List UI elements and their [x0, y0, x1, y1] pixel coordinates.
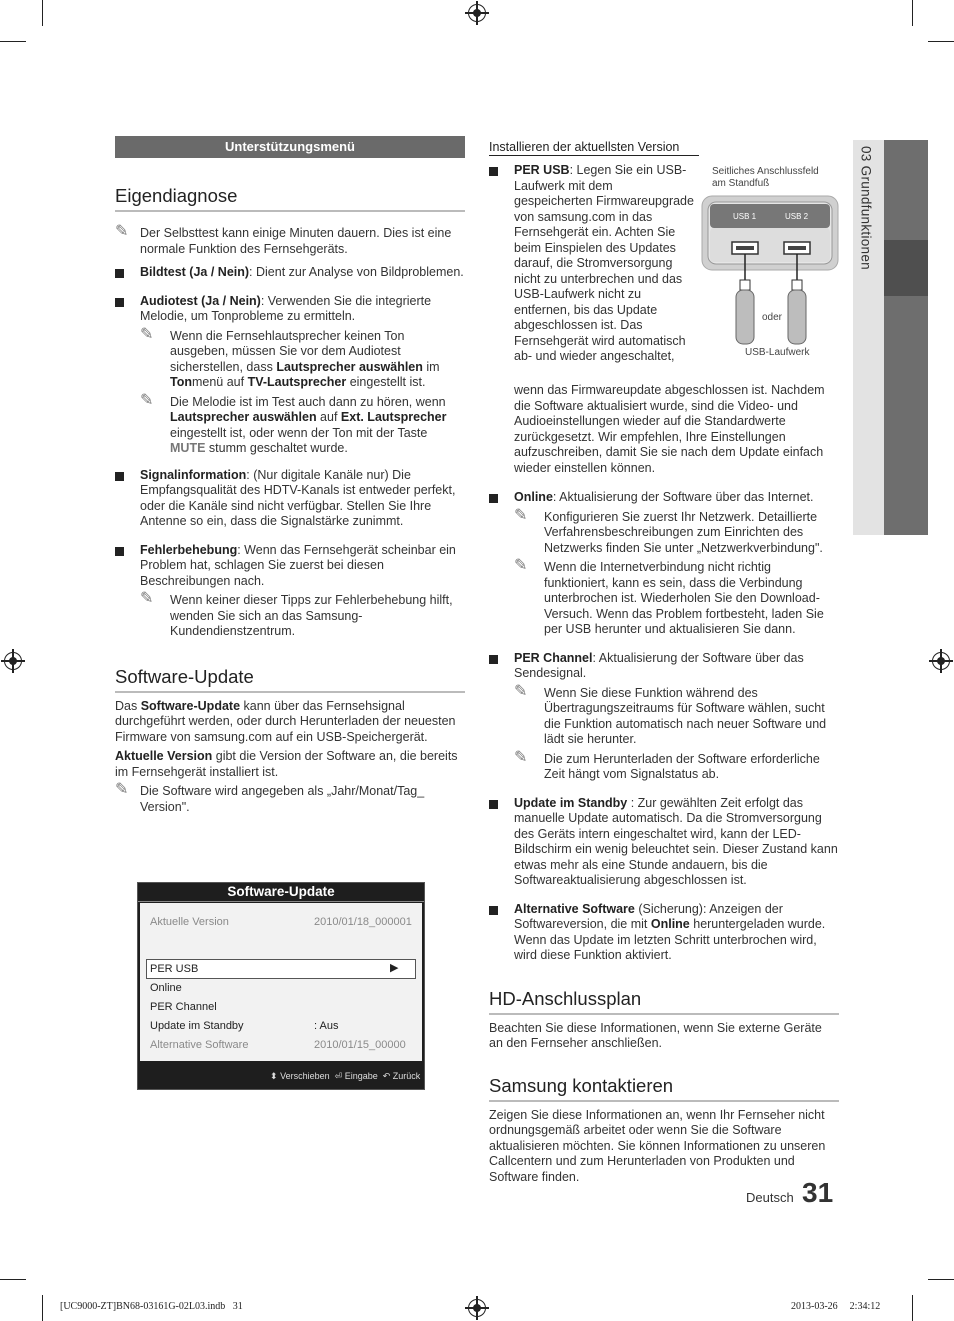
note: ✎ Konfigurieren Sie zuerst Ihr Netzwerk. Detaillierte Verfahrensbeschreibungen zum Einrichten des Netzwerks finden Sie unter „Netzwerkverbindung".: [514, 506, 823, 555]
usb-figure: [700, 194, 840, 364]
crop-mark: [928, 1279, 954, 1280]
paragraph: Beachten Sie diese Informationen, wenn Sie externe Geräte an den Fernseher anschließen.: [489, 1020, 822, 1050]
crop-mark: [928, 41, 954, 42]
registration-mark-icon: [4, 652, 22, 670]
figure-label-oder: oder: [762, 312, 783, 323]
bullet-icon: [115, 547, 124, 556]
section-heading-hd: HD-Anschlussplan: [489, 987, 839, 1015]
menu-bar: Unterstützungsmenü: [115, 136, 465, 158]
pencil-icon: ✎: [514, 682, 528, 700]
paragraph: Das Software-Update kann über das Fernsehsignal durchgeführt werden, oder durch Herunterladen der neuesten Firmware von samsung.com auf ein USB-Speichergerät.: [115, 698, 456, 744]
note: ✎ Wenn keiner dieser Tipps zur Fehlerbehebung hilft, wenden Sie sich an das Samsung-Kundendienstzentrum.: [140, 590, 453, 638]
crop-mark: [912, 0, 913, 26]
side-tab-active: [884, 240, 928, 296]
port-label-usb2: USB 2: [785, 212, 809, 221]
registration-mark-icon: [468, 4, 486, 22]
bullet-icon: [115, 269, 124, 278]
crop-mark: [912, 1295, 913, 1321]
pencil-icon: ✎: [115, 223, 129, 240]
bullet-icon: [115, 472, 124, 481]
enter-icon: ⏎: [334, 1071, 343, 1081]
note: ✎ Die zum Herunterladen der Software erforderliche Zeit hängt vom Signalstatus ab.: [514, 748, 820, 781]
osd-title: Software-Update: [138, 883, 424, 902]
software-update-osd: [137, 882, 425, 1090]
list-item: Fehlerbehebung: Wenn das Fernsehgerät scheinbar ein Problem hat, schlagen Sie zuerst bei diesen Beschreibungen nach. ✎ Wenn keiner dieser Tipps zur Fehlerbehebung hilft, wenden Sie sich an das Samsung-Kundendienstzentrum.: [115, 543, 465, 640]
menu-item-alternative-software[interactable]: Alternative Software: [150, 1039, 249, 1051]
menu-item-online[interactable]: Online: [150, 982, 182, 994]
side-tab-band: [884, 296, 928, 535]
crop-mark: [0, 1279, 26, 1280]
menu-label-per-usb: PER USB: [150, 963, 199, 975]
pencil-icon: ✎: [140, 590, 154, 607]
note: ✎ Wenn die Fernsehlautsprecher keinen Ton ausgeben, müssen Sie vor dem Audiotest sicherstellen, dass Lautsprecher auswählen im Tonmenü auf TV-Lautsprecher eingestellt ist.: [140, 325, 440, 389]
section-heading-kontakt: Samsung kontaktieren: [489, 1074, 839, 1102]
pencil-icon: ✎: [514, 506, 528, 524]
list-item: Bildtest (Ja / Nein): Dient zur Analyse von Bildproblemen.: [115, 265, 465, 281]
chevron-right-icon: ▶: [390, 962, 399, 974]
paragraph: Aktuelle Version gibt die Version der Software an, die bereits im Fernsehgerät installiert ist.: [115, 749, 458, 779]
pencil-icon: ✎: [514, 557, 528, 574]
list-item: PER Channel: Aktualisierung der Software über das Sendesignal. ✎ Wenn Sie diese Funktion während des Übertragungszeitraums für Software wählen, sucht die Funktion automatisch nach neuer Software und lädt sie herunter. ✎ Die zum Herunterladen der Software erforderliche Zeit hängt vom Signalstatus ab.: [489, 651, 839, 783]
right-column: [489, 383, 839, 1189]
port-label-usb1: USB 1: [733, 212, 757, 221]
menu-item-update-standby[interactable]: Update im Standby: [150, 1020, 244, 1032]
bullet-icon: [489, 167, 498, 176]
current-version-label: Aktuelle Version: [150, 916, 229, 928]
side-tab-band: [884, 140, 928, 240]
print-info-right: 2013-03-26 2:34:12: [791, 1301, 881, 1312]
note: ✎ Der Selbsttest kann einige Minuten dauern. Dies ist eine normale Funktion des Fernsehgeräts.: [115, 223, 452, 256]
print-info-left: [UC9000-ZT]BN68-03161G-02L03.indb 31: [60, 1301, 243, 1312]
figure-label-usb-drive: USB-Laufwerk: [745, 347, 810, 358]
paragraph: Zeigen Sie diese Informationen an, wenn Ihr Fernseher nicht ordnungsgemäß arbeitet oder wenn Sie die Software aktualisieren möchten. Sie können Informationen zu unseren Callcentern und zum Herunterladen von Produkten und Software finden.: [489, 1107, 826, 1184]
install-heading: Installieren der aktuellsten Version: [489, 139, 699, 156]
list-item: Signalinformation: (Nur digitale Kanäle nur) Die Empfangsqualität des HDTV-Kanals ist entweder perfekt, oder die Kanäle sind nicht verfügbar. Stellen Sie Ihre Antenne so ein, dass die Signalstärke zunimmt.: [115, 468, 465, 530]
footer-language: Deutsch: [746, 1190, 794, 1205]
right-column-top: [489, 163, 694, 365]
bullet-icon: [489, 906, 498, 915]
note: ✎ Die Melodie ist im Test auch dann zu hören, wenn Lautsprecher auswählen auf Ext. Lautsprecher eingestellt ist, oder wenn der Ton mit der Taste MUTE stumm geschaltet wurde.: [140, 391, 447, 455]
crop-mark: [42, 1295, 43, 1321]
osd-panel-top: [140, 903, 422, 949]
pencil-icon: ✎: [514, 748, 528, 766]
chapter-label: 03 Grundfunktionen: [858, 146, 874, 270]
list-item-continued: wenn das Firmwareupdate abgeschlossen ist. Nachdem die Software aktualisiert wurde, sind die Video- und Audioeinstellungen wieder auf die Standardwerte zurückgesetzt. Wir empfehlen, Ihre Einstellungen aufzuschreiben, damit Sie sie nach dem Update einfach wieder einstellen können.: [514, 383, 825, 475]
alternative-value: 2010/01/15_00000: [314, 1039, 406, 1051]
pencil-icon: ✎: [115, 781, 129, 798]
pencil-icon: ✎: [140, 391, 154, 409]
menu-item-per-channel[interactable]: PER Channel: [150, 1001, 217, 1013]
bullet-icon: [489, 800, 498, 809]
osd-panel-menu: [140, 949, 422, 1061]
crop-mark: [0, 41, 26, 42]
list-item: Online: Aktualisierung der Software über das Internet. ✎ Konfigurieren Sie zuerst Ihr Netzwerk. Detaillierte Verfahrensbeschreibungen zum Einrichten des Netzwerks finden Sie unter „Netzwerkverbindung". ✎ Wenn die Internetverbindung nicht richtig funktioniert, kann es sein, dass die Verbindung unterbrochen ist. Wiederholen Sie den Download-Versuch. Wenn das Problem fortbesteht, laden Sie per USB herunter und aktualisieren Sie dann.: [489, 490, 839, 638]
section-heading-software-update: Software-Update: [115, 665, 465, 693]
note: ✎ Wenn die Internetverbindung nicht richtig funktioniert, kann es sein, dass die Verbindung unterbrochen ist. Wiederholen Sie den Download-Versuch. Wenn das Problem fortbesteht, laden Sie per USB herunter und aktualisieren Sie dann.: [514, 557, 824, 636]
bullet-icon: [489, 494, 498, 503]
figure-caption: Seitliches Anschlussfeld am Standfuß: [712, 166, 819, 189]
osd-footer: ⬍ Verschieben ⏎ Eingabe ↶ Zurück: [270, 1071, 421, 1081]
note: ✎ Die Software wird angegeben als „Jahr/Monat/Tag_ Version".: [115, 781, 425, 814]
standby-value: : Aus: [314, 1020, 339, 1032]
current-version-value: 2010/01/18_000001: [314, 916, 412, 928]
section-heading-eigendiagnose: Eigendiagnose: [115, 184, 465, 212]
pencil-icon: ✎: [140, 325, 154, 343]
bullet-icon: [489, 655, 498, 664]
registration-mark-icon: [468, 1299, 486, 1317]
note: ✎ Wenn Sie diese Funktion während des Übertragungszeitraums für Software wählen, sucht die Funktion automatisch nach neuer Software und lädt sie herunter.: [514, 682, 827, 746]
list-item: PER USB: Legen Sie ein USB-Laufwerk mit dem gespeicherten Firmwareupgrade von samsung.com in das Fernsehgerät ein. Achten Sie beim Einspielen des Updates darauf, die Stromversorgung nicht zu unterbrechen und das USB-Laufwerk nicht zu entfernen, bis das Update abgeschlossen ist. Das Fernsehgerät wird automatisch ab- und wieder angeschaltet,: [489, 163, 694, 365]
list-item: Alternative Software (Sicherung): Anzeigen der Softwareversion, die mit Online heruntergeladen wurde. Wenn das Update im letzten Schritt unterbrochen wird, wird diese Funktion aktiviert.: [489, 902, 839, 964]
crop-mark: [42, 0, 43, 26]
registration-mark-icon: [932, 652, 950, 670]
bullet-icon: [115, 298, 124, 307]
updown-icon: ⬍: [270, 1071, 278, 1081]
list-item: Update im Standby : Zur gewählten Zeit erfolgt das manuelle Update automatisch. Da die Stromversorgung des Geräts intern eingeschaltet wird, kann der LED-Bildschirm ein wenig beleuchtet sein. Dieser Zustand kann etwas mehr als eine Stunde andauern, bis die Softwareaktualisierung abgeschlossen ist.: [489, 796, 839, 889]
left-column: [115, 136, 465, 819]
page-number: 31: [802, 1177, 834, 1208]
return-icon: ↶: [382, 1071, 391, 1081]
list-item: Audiotest (Ja / Nein): Verwenden Sie die integrierte Melodie, um Tonprobleme zu ermitteln. ✎ Wenn die Fernsehlautsprecher keinen Ton ausgeben, müssen Sie vor dem Audiotest sicherstellen, dass Lautsprecher auswählen im Tonmenü auf TV-Lautsprecher eingestellt ist. ✎ Die Melodie ist im Test auch dann zu hören, wenn Lautsprecher auswählen auf Ext. Lautsprecher eingestellt ist, oder wenn der Ton mit der Taste MUTE stumm geschaltet wurde.: [115, 294, 465, 457]
